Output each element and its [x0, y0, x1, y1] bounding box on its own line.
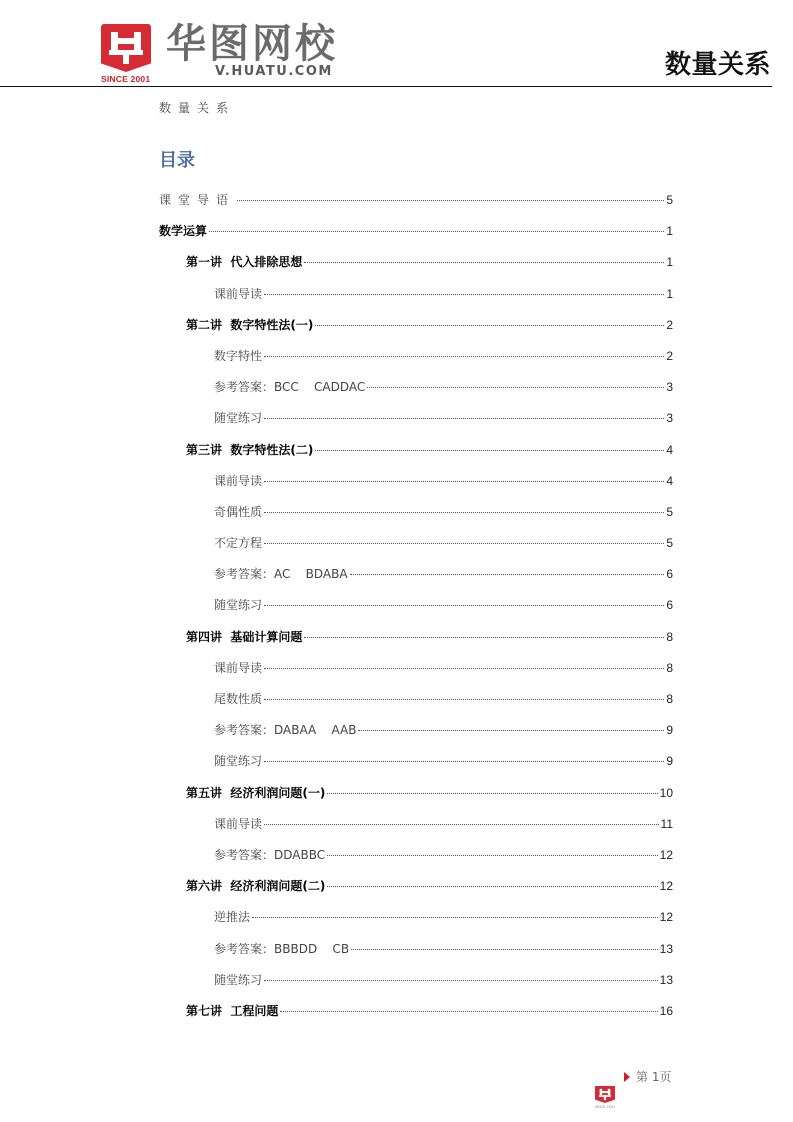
toc-entry-label: 数字特性 — [214, 348, 263, 363]
toc-entry-label: 第一讲 代入排除思想 — [186, 255, 303, 270]
toc-entry-label: 第四讲 基础计算问题 — [186, 629, 303, 644]
toc-entry[interactable] — [159, 751, 673, 782]
toc-entry-label: 第五讲 经济利润问题(一) — [186, 785, 326, 800]
toc-entry[interactable] — [159, 627, 673, 658]
brand-url: V.HUATU.COM — [215, 64, 333, 79]
toc-entry[interactable] — [159, 783, 673, 814]
toc-entry-page: 8 — [666, 660, 673, 675]
toc-entry[interactable] — [159, 346, 673, 377]
toc-entry-page: 12 — [659, 847, 673, 862]
leader-dots — [304, 636, 664, 638]
toc-entry-page: 9 — [666, 754, 673, 769]
leader-dots — [315, 449, 664, 451]
logo-since-text: SINCE 2001 — [101, 74, 151, 84]
page-number-label: 第 1页 — [636, 1070, 672, 1084]
leader-dots — [264, 667, 664, 669]
leader-dots — [252, 916, 658, 918]
toc-entry[interactable] — [159, 221, 673, 252]
toc-entry[interactable] — [159, 1001, 673, 1032]
toc-entry[interactable] — [159, 907, 673, 938]
toc-entry-page: 3 — [666, 411, 673, 426]
toc-entry[interactable] — [159, 377, 673, 408]
toc-entry[interactable] — [159, 939, 673, 970]
leader-dots — [264, 542, 664, 544]
toc-entry-page: 5 — [666, 504, 673, 519]
toc-entry-label: 参考答案：DDABBC — [214, 847, 326, 862]
toc-entry[interactable] — [159, 658, 673, 689]
toc-entry-page: 5 — [666, 193, 673, 207]
leader-dots — [327, 885, 657, 887]
toc-entry-label: 尾数性质 — [214, 692, 263, 706]
toc-entry-page: 8 — [666, 629, 673, 644]
ht-shield-icon — [595, 1086, 615, 1103]
toc-entry-label: 数学运算 — [159, 224, 208, 239]
toc-entry[interactable] — [159, 408, 673, 439]
toc-entry-page: 1 — [666, 255, 673, 270]
page-number — [624, 1068, 671, 1085]
toc-entry-page: 5 — [666, 536, 673, 551]
toc-entry-page: 11 — [660, 816, 673, 831]
footer-logo — [595, 1086, 616, 1109]
leader-dots — [237, 199, 664, 201]
toc-entry-label: 第二讲 数字特性法(一) — [186, 317, 314, 332]
toc-entry[interactable] — [159, 440, 673, 471]
toc-entry-page: 6 — [666, 567, 673, 582]
leader-dots — [264, 293, 664, 295]
leader-dots — [264, 604, 664, 606]
leader-dots — [264, 355, 664, 357]
leader-dots — [209, 230, 664, 232]
toc-entry-label: 课前导读 — [214, 286, 263, 301]
toc-entry-page: 12 — [659, 910, 673, 925]
leader-dots — [367, 386, 664, 388]
toc-entry[interactable] — [159, 471, 673, 502]
leader-dots — [264, 979, 658, 981]
toc-entry[interactable] — [159, 252, 673, 283]
toc-entry-label: 课前导读 — [214, 660, 263, 675]
toc-entry-page: 2 — [666, 317, 673, 332]
leader-dots — [264, 511, 664, 513]
toc-entry-page: 8 — [666, 692, 673, 706]
toc-entry-page: 1 — [666, 286, 673, 301]
toc-entry-page: 13 — [659, 972, 673, 987]
toc-entry-label: 参考答案：DABAA AAB — [214, 723, 357, 738]
toc-entry-label: 课前导读 — [214, 816, 263, 831]
toc-entry[interactable] — [159, 970, 673, 1001]
toc-entry-page: 4 — [666, 442, 673, 457]
header-divider — [0, 86, 772, 87]
toc-entry[interactable] — [159, 814, 673, 845]
toc-entry[interactable] — [159, 595, 673, 626]
toc-entry-label: 课前导读 — [214, 473, 263, 488]
footer-logo-since: SINCE 2001 — [595, 1105, 616, 1109]
table-of-contents — [159, 190, 673, 1032]
toc-entry-label: 奇偶性质 — [214, 504, 263, 519]
leader-dots — [327, 792, 657, 794]
leader-dots — [264, 760, 664, 762]
toc-entry-page: 10 — [659, 785, 673, 800]
toc-entry[interactable] — [159, 284, 673, 315]
toc-entry-page: 1 — [666, 224, 673, 239]
brand-name: 华图网校 — [166, 21, 338, 67]
leader-dots — [350, 573, 665, 575]
leader-dots — [264, 480, 664, 482]
toc-entry-label: 参考答案：AC BDABA — [214, 567, 348, 582]
leader-dots — [315, 324, 664, 326]
leader-dots — [351, 948, 658, 950]
toc-entry-label: 逆推法 — [214, 910, 251, 925]
running-subheader: 数量关系 — [159, 101, 236, 115]
toc-entry-label: 随堂练习 — [214, 972, 263, 987]
toc-entry[interactable] — [159, 720, 673, 751]
ht-shield-icon — [101, 24, 151, 72]
huatu-logo — [101, 24, 151, 86]
toc-entry-page: 6 — [666, 598, 673, 613]
toc-entry-page: 4 — [666, 473, 673, 488]
toc-entry[interactable] — [159, 845, 673, 876]
toc-entry-page: 12 — [659, 879, 673, 894]
toc-entry-label: 第三讲 数字特性法(二) — [186, 442, 314, 457]
toc-entry-page: 9 — [666, 723, 673, 738]
toc-entry-label: 课堂导语 — [159, 193, 236, 207]
toc-entry-page: 2 — [666, 348, 673, 363]
leader-dots — [327, 854, 658, 856]
toc-entry-page: 16 — [659, 1003, 673, 1018]
toc-entry-label: 随堂练习 — [214, 411, 263, 426]
toc-entry-label: 随堂练习 — [214, 754, 263, 769]
toc-entry-label: 第六讲 经济利润问题(二) — [186, 879, 326, 894]
toc-entry-label: 不定方程 — [214, 536, 263, 551]
leader-dots — [264, 698, 664, 700]
triangle-right-icon — [624, 1072, 630, 1082]
toc-entry-label: 参考答案：BCC CADDAC — [214, 380, 366, 395]
leader-dots — [264, 417, 664, 419]
toc-entry-page: 13 — [659, 941, 673, 956]
toc-entry-label: 第七讲 工程问题 — [186, 1003, 279, 1018]
toc-entry-label: 随堂练习 — [214, 598, 263, 613]
toc-entry[interactable] — [159, 689, 673, 720]
toc-entry[interactable] — [159, 564, 673, 595]
leader-dots — [264, 823, 659, 825]
leader-dots — [304, 261, 664, 263]
leader-dots — [358, 729, 664, 731]
toc-entry[interactable] — [159, 315, 673, 346]
header-title: 数量关系 — [664, 50, 771, 80]
toc-entry-page: 3 — [666, 380, 673, 395]
leader-dots — [280, 1010, 657, 1012]
toc-entry[interactable] — [159, 502, 673, 533]
toc-entry[interactable] — [159, 876, 673, 907]
toc-title: 目录 — [159, 150, 195, 171]
toc-entry[interactable] — [159, 533, 673, 564]
toc-entry[interactable] — [159, 190, 673, 221]
toc-entry-label: 参考答案：BBBDD CB — [214, 941, 350, 956]
